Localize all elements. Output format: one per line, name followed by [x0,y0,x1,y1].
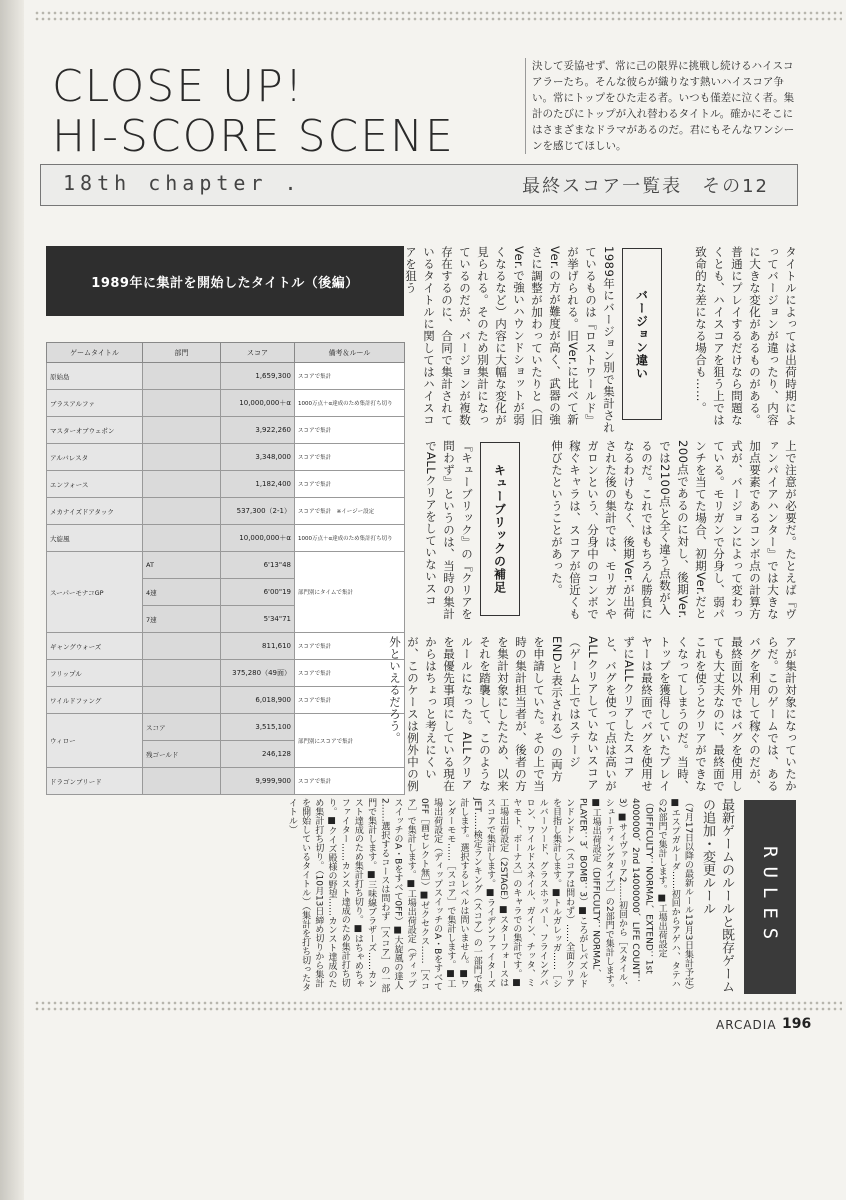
cell-score: 537,300（2-1） [221,498,295,525]
section-heading-cube: キューブリックの補足 [480,442,520,616]
score-table-section [46,246,404,795]
col-header-note: 備考＆ルール [295,343,405,363]
article-col-e: アが集計対象になっていたからだ。このゲームでは、あるバグを利用して稼ぐのだが、最終面以外ではバグを使用しても大丈夫なのに、最終面でこれを使うとクリアができなくなってしまうのだ。当時、トップを獲得していたプレイヤーは最終面でバグを使用せずにALLクリアしたスコアと、バグを使って点は高いがALLクリアしていないスコア（ゲーム上ではステージENDと表示される）の両方を申請していた。その上で当時の集計担当者が、後者の方を集計対象にしたため、以来それを踏襲して、このようなルールになった。ALLクリアを最優先事項にしている現在からはちょっと考えにくいが、このケースは例外中の例外といえるだろう。 [388,636,798,792]
cell-score: 9,999,900 [221,768,295,795]
article-col-d: 『キューブリック』の『クリアを問わず』というのは、当時の集計でALLクリアをしていないスコ [424,440,474,620]
title-line-2: HI-SCORE SCENE [52,111,455,162]
cell-score: 10,000,000＋α [221,390,295,417]
cell-title: メカナイズドアタック [47,498,143,525]
cell-title: エンフォース [47,471,143,498]
cell-title: ブラスアルファ [47,390,143,417]
cell-note: スコアで集計 [295,660,405,687]
cell-score: 10,000,000＋α [221,525,295,552]
cell-score: 246,128 [221,741,295,768]
cell-dept [143,633,221,660]
chapter-label: 18th chapter . [63,171,302,195]
cell-score: 3,515,100 [221,714,295,741]
table-row [47,390,405,417]
section-heading-version: バージョン違い [622,248,662,420]
article-col-a: タイトルによっては出荷時期によってバージョンが違ったり、内容に大きな変化があるものがある。普通にプレイするだけなら問題なくとも、ハイスコアを狙う上では致命的な差になる場合も……。 [694,246,798,426]
table-row [47,714,405,741]
cell-dept [143,390,221,417]
intro-text: 決して妥協せず、常に己の限界に挑戦し続けるハイスコアラーたち。そんな彼らが織りなす熱いハイスコア争い。常にトップをひた走る者。いつも僅差に泣く者。集計のたびにトップが入れ替わるタイトル。確かにそこにはさまざまなドラマがあるのだ。君にもそんなワンシーンを感じてほしい。 [525,58,797,154]
cell-score: 6,018,900 [221,687,295,714]
cell-title: フリップル [47,660,143,687]
cell-note: スコアで集計 [295,687,405,714]
cell-dept [143,471,221,498]
bottom-dot-border [34,1000,842,1012]
cell-dept: 残ゴールド [143,741,221,768]
table-row [47,660,405,687]
table-row [47,633,405,660]
cell-note: スコアで集計 [295,471,405,498]
cell-score: 3,922,260 [221,417,295,444]
cell-dept [143,687,221,714]
table-row [47,417,405,444]
table-row [47,687,405,714]
cell-score: 5'34"71 [221,606,295,633]
cell-note: スコアで集計 [295,363,405,390]
rules-text: （7月17日以降の最新ルール13月3日集計予定）■エスプガルーダ……初回からアゲハ、タテハの2部門で集計します。■工場出荷設定（DIFFICULTY：NORMAL、EXTEND：1st 4000000、2nd 14000000、LIFE COUNT：3）■サイヴァリア2……初回から［スタイル、シューティングタイプ］の2部門で集計します。■工場出荷設定（DIFFICULTY：NORMAL、PLAYER：3、BOMB：3）■ころがしパズルドンドンドン（スコアは問わず）……全面クリアを目指し集計します。■トルガレッガ……［シルバーソード、グラスホッパー、フライングバロン、ワイルドスネイル、ガイン、チッタ、ミヤモト、ボーナス］のキャラでの集計です。■工場出荷設定（2STAGE）■スターフォースはスコアで集計します。■ライデンファイターズJET……検定ランキング（スコア）の一部門で集計します。選択するレベルは問いません。■ワンダーモモ……［スコア］で集計します。■工場出荷設定（ディップスイッチのA・Bをすべて0FF［画セレクト無］）■ゼクセクス……［スコア］で集計します。■工場出荷設定（ディップスイッチのA・Bをすべて0FF）■大旋風の達人2……選択するコースは問わず［スコア］の一部門で集計します。■三味線ブラザーズ……カンスト達成のため集計打ち切り。■はちゃめちゃファイター……カンスト達成のため集計打ち切り。■クイズ殿様の野望……カンスト達成のため集計打ち切り。（10月13日締め切りから集計を開始しているタイトル）（集計を打ち切ったタイトル） [286,798,693,993]
table-row [47,552,405,579]
table-header-row [47,343,405,363]
cell-note: 1000万点＋α達成のため集計打ち切り [295,390,405,417]
table-row [47,498,405,525]
top-dot-border [34,10,842,22]
page-title [52,62,492,162]
chapter-subtitle: 最終スコア一覧表 その12 [522,176,769,197]
cell-title: 大旋風 [47,525,143,552]
cell-dept: 7速 [143,606,221,633]
table-title: 1989年に集計を開始したタイトル（後編） [46,246,404,316]
page-gutter [0,0,24,1200]
cell-title: ワイルドファング [47,687,143,714]
cell-title: ウィロー [47,714,143,768]
cell-dept [143,417,221,444]
cell-title: ギャングウォーズ [47,633,143,660]
table-row [47,363,405,390]
rules-title: 最新ゲームのルールと既存ゲームの追加・変更ルール [700,798,734,993]
cell-note: スコアで集計 [295,417,405,444]
table-row [47,444,405,471]
cell-title: スーパーモナコGP [47,552,143,633]
col-header-score: スコア [221,343,295,363]
table-row [47,768,405,795]
title-line-1: CLOSE UP! [52,61,305,112]
cell-dept [143,768,221,795]
table-row [47,471,405,498]
cell-note: スコアで集計 ※イージー設定 [295,498,405,525]
col-header-title: ゲームタイトル [47,343,143,363]
cell-dept: 4速 [143,579,221,606]
cell-note: 1000万点＋α達成のため集計打ち切り [295,525,405,552]
col-header-dept: 部門 [143,343,221,363]
cell-note: スコアで集計 [295,444,405,471]
cell-title: ドラゴンブリード [47,768,143,795]
cell-dept [143,525,221,552]
article-col-c: 上で注意が必要だ。たとえば『ヴァンパイアハンター』では大きな加点要素であるコンボ点の計算方式が、バージョンによって変わっている。モリガンで分身し、弱パンチを当てた場合、初期Ver.だと200点であるのに対し、後期Ver.では2100点と全く違う点数が入るのだ。これではもちろん勝負になるわけもなく、後期Ver.が出荷された後の集計では、モリガンやガロンという、分身中のコンボで稼ぐキャラは、スコアが倍近くも伸びたということがあった。 [550,440,798,620]
cell-score: 6'00"19 [221,579,295,606]
cell-dept [143,444,221,471]
cell-title: マスターオブウェポン [47,417,143,444]
chapter-bar [40,164,798,206]
magazine-name: ARCADIA [716,1018,777,1032]
article-col-b: 1989年にバージョン別で集計されているものは『ロストワールド』が挙げられる。旧Ver.に比べて新Ver.の方が難度が高く、武器の強さに調整が加わっていたりと（旧Ver.で強いハウンドショットが弱くなるなど）内容に大幅な変化が見られる。そのため別集計になっているのだが、バージョンが複数存在するのに、合同で集計されているタイトルに関してはハイスコアを狙う [404,246,616,434]
cell-dept: スコア [143,714,221,741]
cell-score: 1,182,400 [221,471,295,498]
cell-dept [143,498,221,525]
cell-note: 部門別にスコアで集計 [295,714,405,768]
cell-note: 部門別にタイムで集計 [295,552,405,633]
page-number: 196 [782,1016,812,1032]
cell-dept [143,363,221,390]
cell-score: 6'13"48 [221,552,295,579]
cell-score: 375,280（49面） [221,660,295,687]
cell-dept: AT [143,552,221,579]
cell-title: アルバレスタ [47,444,143,471]
cell-title: 原始島 [47,363,143,390]
table-row [47,525,405,552]
cell-score: 811,610 [221,633,295,660]
score-table [46,342,405,795]
cell-dept [143,660,221,687]
cell-score: 3,348,000 [221,444,295,471]
rules-bar: RULES [744,800,796,994]
cell-score: 1,659,300 [221,363,295,390]
cell-note: スコアで集計 [295,768,405,795]
cell-note: スコアで集計 [295,633,405,660]
